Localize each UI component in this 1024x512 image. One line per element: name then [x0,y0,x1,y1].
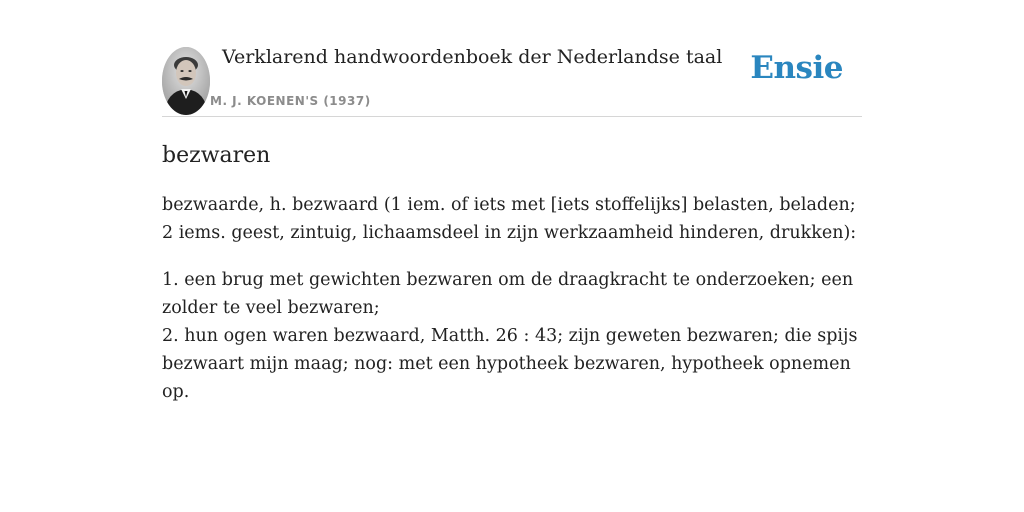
book-author: M. J. KOENEN'S (1937) [210,94,371,108]
book-title: Verklarend handwoordenboek der Nederlandse taal [222,46,723,68]
entry-headword: bezwaren [162,143,271,168]
author-portrait-icon [162,47,210,115]
ensie-logo-link[interactable]: Ensie [750,50,843,86]
dictionary-header [162,0,862,117]
example-item: 2. hun ogen waren bezwaard, Matth. 26 : 43; zijn geweten bezwaren; die spijs bezwaart mijn maag; nog: met een hypotheek bezwaren, hypotheek opnemen op. [162,326,858,402]
entry-intro: bezwaarde, h. bezwaard (1 iem. of iets met [iets stoffelijks] belasten, beladen; 2 iems. geest, zintuig, lichaamsdeel in zijn werkzaamheid hinderen, drukken): [162,195,857,243]
example-item: 1. een brug met gewichten bezwaren om de draagkracht te onderzoeken; een zolder te veel bezwaren; [162,270,854,318]
entry-examples [162,266,862,406]
content-container [162,0,862,406]
